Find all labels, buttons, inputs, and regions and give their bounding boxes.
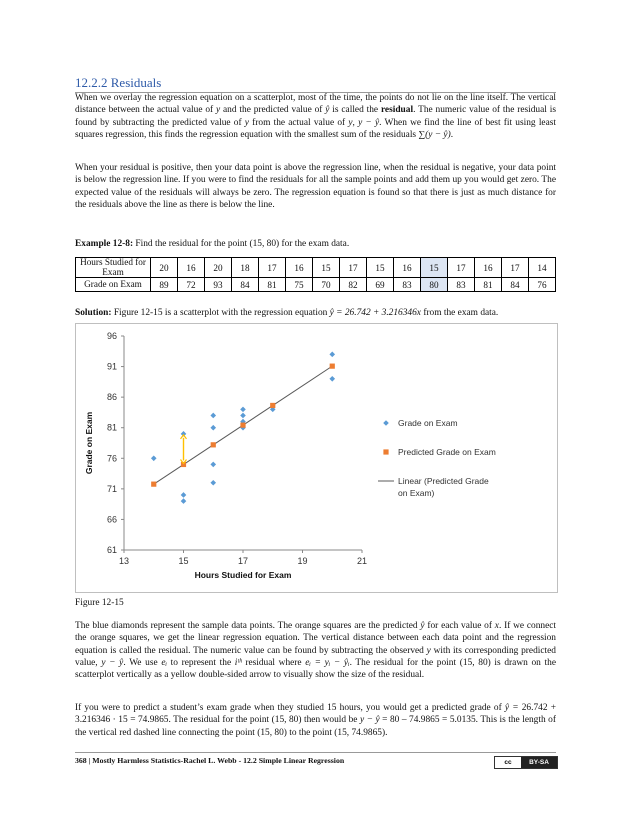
y-tick-label: 86 [106,392,117,403]
hours-cell: 17 [340,258,367,278]
solution-statement: Solution: Figure 12-15 is a scatterplot with the regression equation ŷ = 26.742 + 3.216346x from the exam data. [75,308,499,318]
x-tick-label: 17 [237,556,249,566]
legend-square-marker [383,449,388,454]
grade-cell: 72 [178,278,205,292]
x-tick-label: 21 [356,556,368,566]
grade-cell: 81 [475,278,502,292]
cc-license-right: BY-SA [521,757,557,768]
grade-cell: 75 [286,278,313,292]
data-point-diamond [210,413,216,419]
y-tick-label: 66 [106,514,117,525]
predicted-point-square [270,403,275,408]
data-point-diamond [151,455,157,461]
paragraph-residual-definition: When we overlay the regression equation on a scatterplot, most of the time, the points do not lie on the line itself. The vertical distance between the actual value of y and the predicted value of ŷ is called the residual. The numeric value of the residual is found by subtracting the predicted value of y from the actual value of y, y − ŷ. When we find the line of best fit using least squares regression, this finds the regression equation with the smallest sum of the residuals ∑(y − ŷ). [75,93,556,140]
section-heading: 12.2.2 Residuals [75,75,556,93]
legend-label-grade: Grade on Exam [398,418,458,428]
hours-cell: 17 [502,258,529,278]
y-tick-label: 61 [106,545,117,555]
data-point-diamond [181,498,187,504]
hours-cell: 17 [448,258,475,278]
grade-cell: 83 [394,278,421,292]
predicted-point-square [330,364,335,369]
grade-cell: 69 [367,278,394,292]
predicted-point-square [240,423,245,428]
x-tick-label: 15 [178,556,189,566]
paragraph-prediction: If you were to predict a student’s exam grade when they studied 15 hours, you would get a predicted grade of ŷ = 26.742 + 3.216346 · 15 = 74.9865. The residual for the point (15, 80) then would be y − ŷ = 80 – 74.9865 = 5.0135. This is the length of the vertical red dashed line connecting the point (15, 80) to the point (15, 74.9865). [75,703,556,738]
hours-cell: 15 [421,258,448,278]
exam-data-table [75,257,556,292]
y-tick-label: 76 [106,453,117,464]
page-footer: 368 | Mostly Harmless Statistics-Rachel L. Webb - 12.2 Simple Linear Regression [75,752,556,765]
y-tick-label: 91 [106,361,117,372]
cc-license-badge [494,756,558,769]
paragraph-residual-sign: When your residual is positive, then your data point is above the regression line, when the residual is negative, your data point is below the regression line. If you were to find the residuals for all the sample points and add them up you would get zero. The expected value of the residuals will always be zero. The regression equation is found so that there is just as much distance for the residuals above the line as there is below the line. [75,163,556,210]
grades-row [76,278,556,292]
y-axis-title: Grade on Exam [84,411,94,475]
hours-cell: 14 [529,258,556,278]
hours-cell: 16 [475,258,502,278]
legend-label-predicted: Predicted Grade on Exam [398,447,496,457]
grade-cell: 70 [313,278,340,292]
example-statement: Example 12-8: Find the residual for the point (15, 80) for the exam data. [75,239,350,249]
grade-cell: 76 [529,278,556,292]
x-tick-label: 19 [297,556,308,566]
grade-cell: 93 [205,278,232,292]
y-tick-label: 96 [106,331,117,341]
data-point-diamond [181,492,187,498]
data-point-diamond [240,407,246,413]
hours-cell: 15 [367,258,394,278]
legend-label-linear: Linear (Predicted Grade [398,476,489,486]
grade-cell: 80 [421,278,448,292]
hours-row-label: Hours Studied for Exam [76,258,151,278]
predicted-point-square [151,482,156,487]
scatterplot-chart [75,323,558,593]
data-point-diamond [210,425,216,431]
predicted-point-square [211,442,216,447]
legend-label-linear-cont: on Exam) [398,488,435,498]
data-point-diamond [240,413,246,419]
grade-cell: 89 [151,278,178,292]
hours-cell: 16 [394,258,421,278]
hours-cell: 18 [232,258,259,278]
hours-row [76,258,556,278]
data-point-diamond [329,376,335,382]
hours-cell: 20 [151,258,178,278]
x-tick-label: 13 [118,556,130,566]
grade-cell: 81 [259,278,286,292]
figure-caption: Figure 12-15 [75,598,124,608]
grade-cell: 83 [448,278,475,292]
hours-cell: 20 [205,258,232,278]
data-point-diamond [329,352,335,358]
x-axis-title: Hours Studied for Exam [194,570,292,580]
scatterplot-svg [76,324,557,592]
y-tick-label: 81 [106,422,117,433]
data-point-diamond [210,480,216,486]
y-tick-label: 71 [106,483,117,494]
grade-cell: 84 [502,278,529,292]
hours-cell: 16 [286,258,313,278]
data-point-diamond [210,462,216,468]
legend-diamond-marker [383,420,389,426]
grade-cell: 82 [340,278,367,292]
paragraph-chart-explanation: The blue diamonds represent the sample data points. The orange squares are the predicted ŷ for each value of x. If we connect the orange squares, we get the linear regression equation. The vertical distance between each data point and the regression equation is called the residual. The numeric value can be found by subtracting the observed y with its corresponding predicted value, y − ŷ. We use eᵢ to represent the iᵗʰ residual where eᵢ = yᵢ − ŷᵢ. The residual for the point (15, 80) is drawn on the scatterplot vertically as a yellow double-sided arrow to visually show the size of the residual. [75,621,556,681]
grades-row-label: Grade on Exam [76,278,151,292]
hours-cell: 15 [313,258,340,278]
hours-cell: 16 [178,258,205,278]
hours-cell: 17 [259,258,286,278]
cc-license-left: cc [495,757,521,768]
grade-cell: 84 [232,278,259,292]
